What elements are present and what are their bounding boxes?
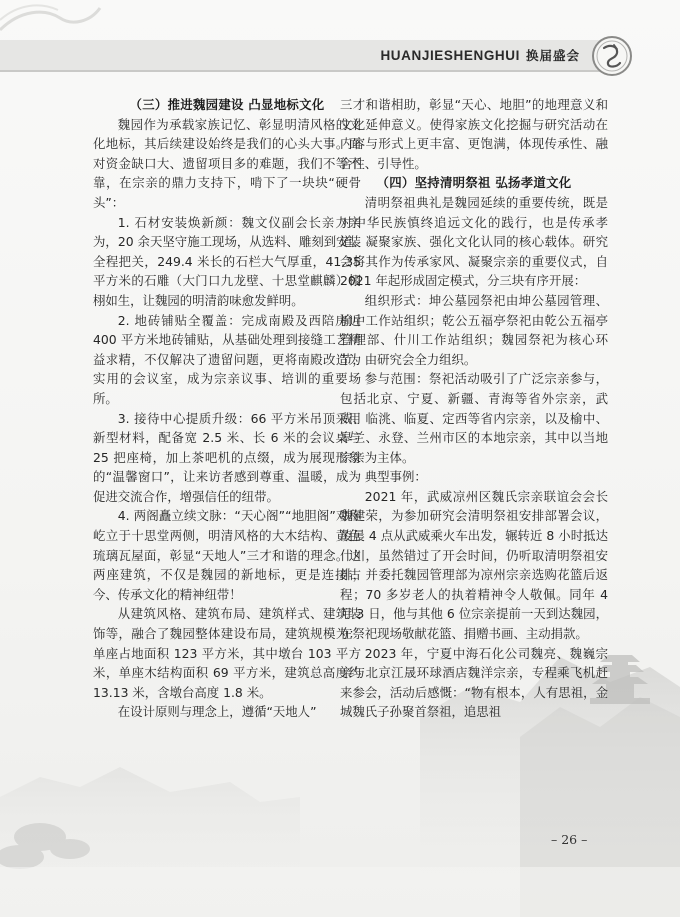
paragraph: 2021 年，武威凉州区魏氏宗亲联谊会会长魏建荣，为参加研究会清明祭祖安排部署会议，凌晨 4 点从武威乘火车出发，辗转近 8 小时抵达什川，虽然错过了开会时间，仍听取清明祭祖安排，并委托魏园管理部为凉州宗亲选购花篮后返程；70 多岁老人的执着精神令人敬佩。同年 4 月 3 日，他与其他 6 位宗亲提前一天到达魏园，在祭祀现场敬献花篮、捐赠书画、主动捐款。 — [340, 488, 608, 642]
paragraph: 参与范围：祭祀活动吸引了广泛宗亲参与，包括北京、宁夏、新疆、青海等省外宗亲，武威、临洮、临夏、定西等省内宗亲，以及榆中、皋兰、永登、兰州市区的本地宗亲，其中以当地宗亲为主体。 — [340, 371, 608, 465]
emblem-icon — [590, 34, 634, 78]
section-heading: （四）坚持清明祭祖 弘扬孝道文化 — [376, 175, 572, 191]
right-column — [340, 95, 608, 722]
paragraph: 3. 接待中心提质升级：66 平方米吊顶采用新型材料，配备宽 2.5 米、长 6 米的会议桌与 25 把座椅，加上茶吧机的点缀，成为展现形象的“温馨窗口”，让来访者感到尊重、温暖，成为促进交流合作，增强信任的纽带。 — [93, 410, 361, 504]
paragraph: 魏园作为承载家族记忆、彰显明清风格的文化地标，其后续建设始终是我们的心头大事。面对资金缺口大、遗留项目多的难题，我们不等不靠，在宗亲的鼎力支持下，啃下了一块块“硬骨头”： — [93, 116, 361, 210]
paragraph: 三才和谐相助，彰显“天心、地胆”的地理意义和文化延伸意义。使得家族文化挖掘与研究活动在内容与形式上更丰富、更饱满，体现传承性、融合性、引导性。 — [340, 97, 608, 171]
corner-decoration — [0, 0, 130, 40]
paragraph: 1. 石材安装焕新颜：魏文仪副会长亲力亲为，20 余天坚守施工现场，从选料、雕刻到安装全程把关，249.4 米长的石栏大气厚重，41.35 平方米的石雕（大门口九龙壁、十思堂麒麟）栩栩如生，让魏园的明清韵味愈发鲜明。 — [93, 214, 361, 308]
running-header — [380, 46, 580, 66]
paragraph: 2. 地砖铺贴全覆盖：完成南殿及西陪房近 400 平方米地砖铺贴，从基础处理到接缝工艺精益求精，不仅解决了遗留问题，更将南殿改造为实用的会议室，成为宗亲议事、培训的重要场所。 — [93, 312, 361, 406]
paragraph: 4. 两阁矗立续文脉：“天心阁”“地胆阁”对称屹立于十思堂两侧，明清风格的大木结构、黄色琉璃瓦屋面，彰显“天地人”三才和谐的理念。这两座建筑，不仅是魏园的新地标，更是连接古今、传承文化的精神纽带！ — [93, 508, 361, 602]
subheading-label: 典型事例： — [364, 469, 427, 485]
section-heading: （三）推进魏园建设 凸显地标文化 — [129, 97, 325, 112]
page-number: – 26 – — [551, 832, 588, 847]
header-title-en: HUANJIESHENGHUI — [380, 48, 520, 63]
paragraph: 组织形式：坤公墓园祭祀由坤公墓园管理、榆中工作站组织；乾公五福亭祭祀由乾公五福亭管理部、什川工作站组织；魏园祭祀为核心环节，由研究会全力组织。 — [340, 292, 608, 367]
left-column — [93, 95, 361, 722]
paragraph: 清明祭祖典礼是魏园延续的重要传统，既是对中华民族慎终追远文化的践行，也是传承孝道、凝聚家族、强化文化认同的核心载体。研究会将其作为传承家风、凝聚宗亲的重要仪式，自 2021 年起形成固定模式，分三块有序开展： — [340, 194, 608, 289]
paragraph: 2023 年，宁夏中海石化公司魏亮、魏巍宗亲与北京江晟环球酒店魏洋宗亲，专程乘飞机赶来参会，活动后感慨：“物有根本，人有思祖，金城魏氏子孙聚首祭祖，追思祖 — [340, 645, 608, 720]
header-title-cn: 换届盛会 — [525, 48, 580, 63]
header-divider — [0, 70, 600, 72]
paragraph: 在设计原则与理念上，遵循“天地人” — [117, 704, 317, 720]
paragraph: 从建筑风格、建筑布局、建筑样式、建筑装饰等，融合了魏园整体建设布局，建筑规模为：单座占地面积 123 平方米，其中墩台 103 平方米，单座木结构面积 69 平方米，建筑总高度约 13.13 米，含墩台高度 1.8 米。 — [93, 606, 361, 700]
